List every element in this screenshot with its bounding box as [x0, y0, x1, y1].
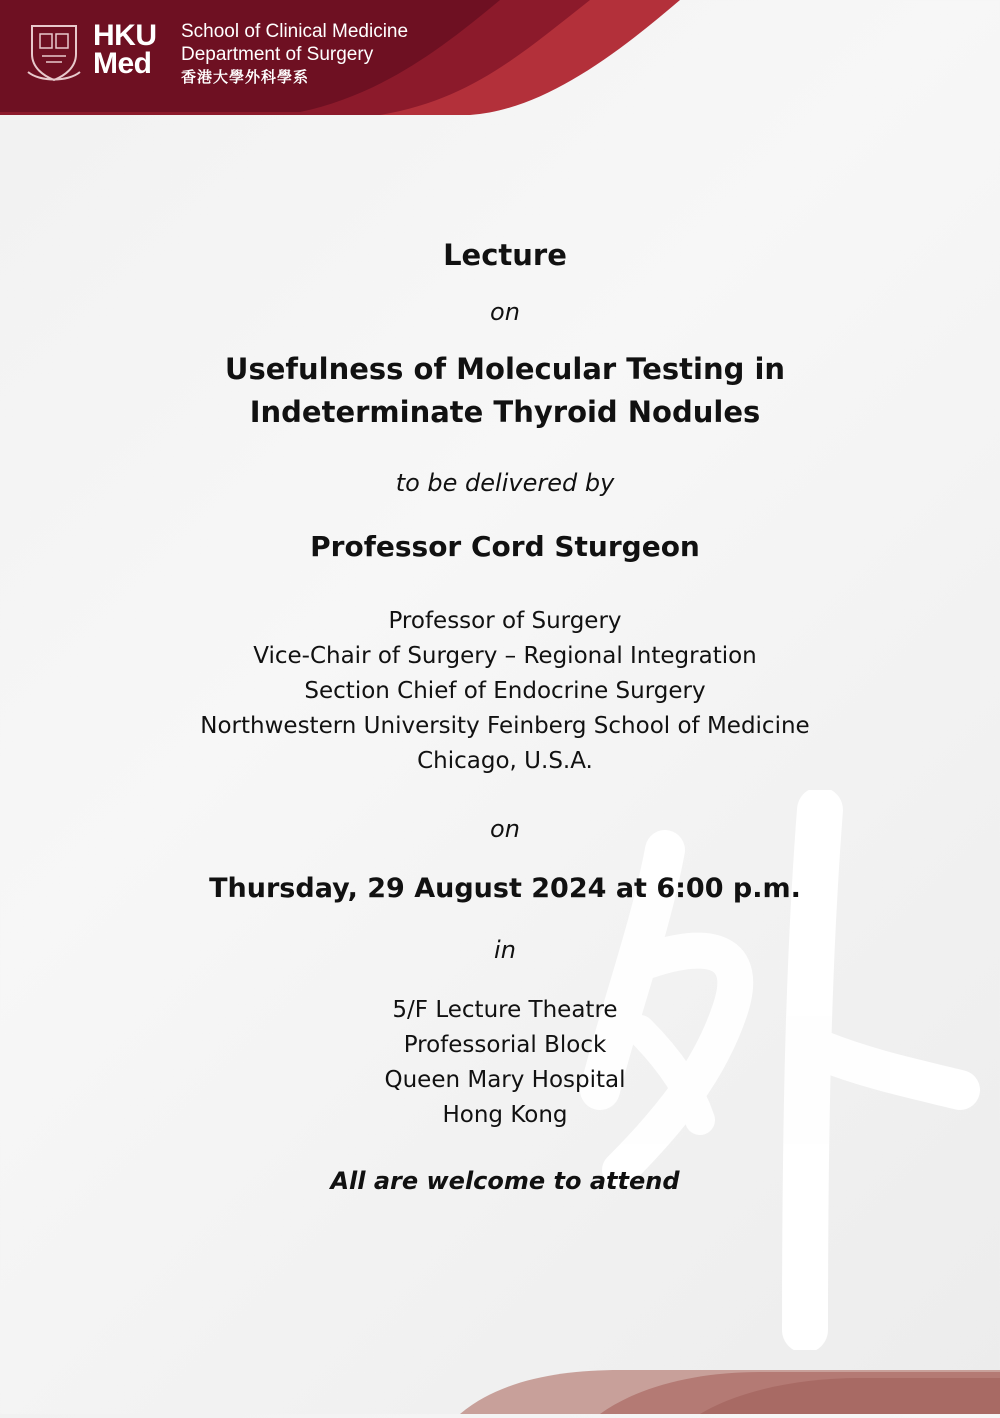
hkumed-logo: [93, 19, 157, 80]
footer-band: [0, 1370, 1000, 1414]
header-banner: [0, 0, 1000, 115]
credential-line: Section Chief of Endocrine Surgery: [304, 678, 706, 704]
logo-line1: HKU: [93, 19, 157, 52]
department-name: Department of Surgery: [181, 44, 374, 65]
hku-crest-icon: [26, 20, 82, 84]
credential-line: Chicago, U.S.A.: [417, 748, 593, 774]
venue-line: Hong Kong: [442, 1102, 568, 1128]
lecture-datetime: Thursday, 29 August 2024 at 6:00 p.m.: [209, 873, 801, 904]
lecture-title: [0, 348, 1000, 434]
department-name-zh: 香港大學外科學系: [181, 69, 310, 86]
credential-line: Northwestern University Feinberg School of Medicine: [200, 713, 810, 739]
connector-on: on: [490, 298, 520, 326]
school-name: School of Clinical Medicine: [181, 21, 409, 42]
logo-line2: Med: [93, 47, 152, 80]
credential-line: Vice-Chair of Surgery – Regional Integration: [253, 643, 757, 669]
venue-line: Queen Mary Hospital: [384, 1067, 626, 1093]
lecture-title-line1: Usefulness of Molecular Testing in: [224, 352, 786, 386]
speaker-name: Professor Cord Sturgeon: [310, 530, 700, 563]
delivered-by: to be delivered by: [395, 469, 615, 497]
connector-on-2: on: [490, 815, 520, 843]
heading-lecture: Lecture: [443, 238, 567, 272]
venue-line: 5/F Lecture Theatre: [392, 997, 618, 1023]
connector-in: in: [494, 936, 516, 964]
venue-line: Professorial Block: [403, 1032, 607, 1058]
credential-line: Professor of Surgery: [388, 608, 622, 634]
venue: [0, 993, 1000, 1133]
school-info: [181, 20, 408, 89]
speaker-credentials: [0, 604, 1000, 779]
lecture-title-line2: Indeterminate Thyroid Nodules: [249, 395, 761, 429]
welcome-note: All are welcome to attend: [330, 1167, 680, 1195]
